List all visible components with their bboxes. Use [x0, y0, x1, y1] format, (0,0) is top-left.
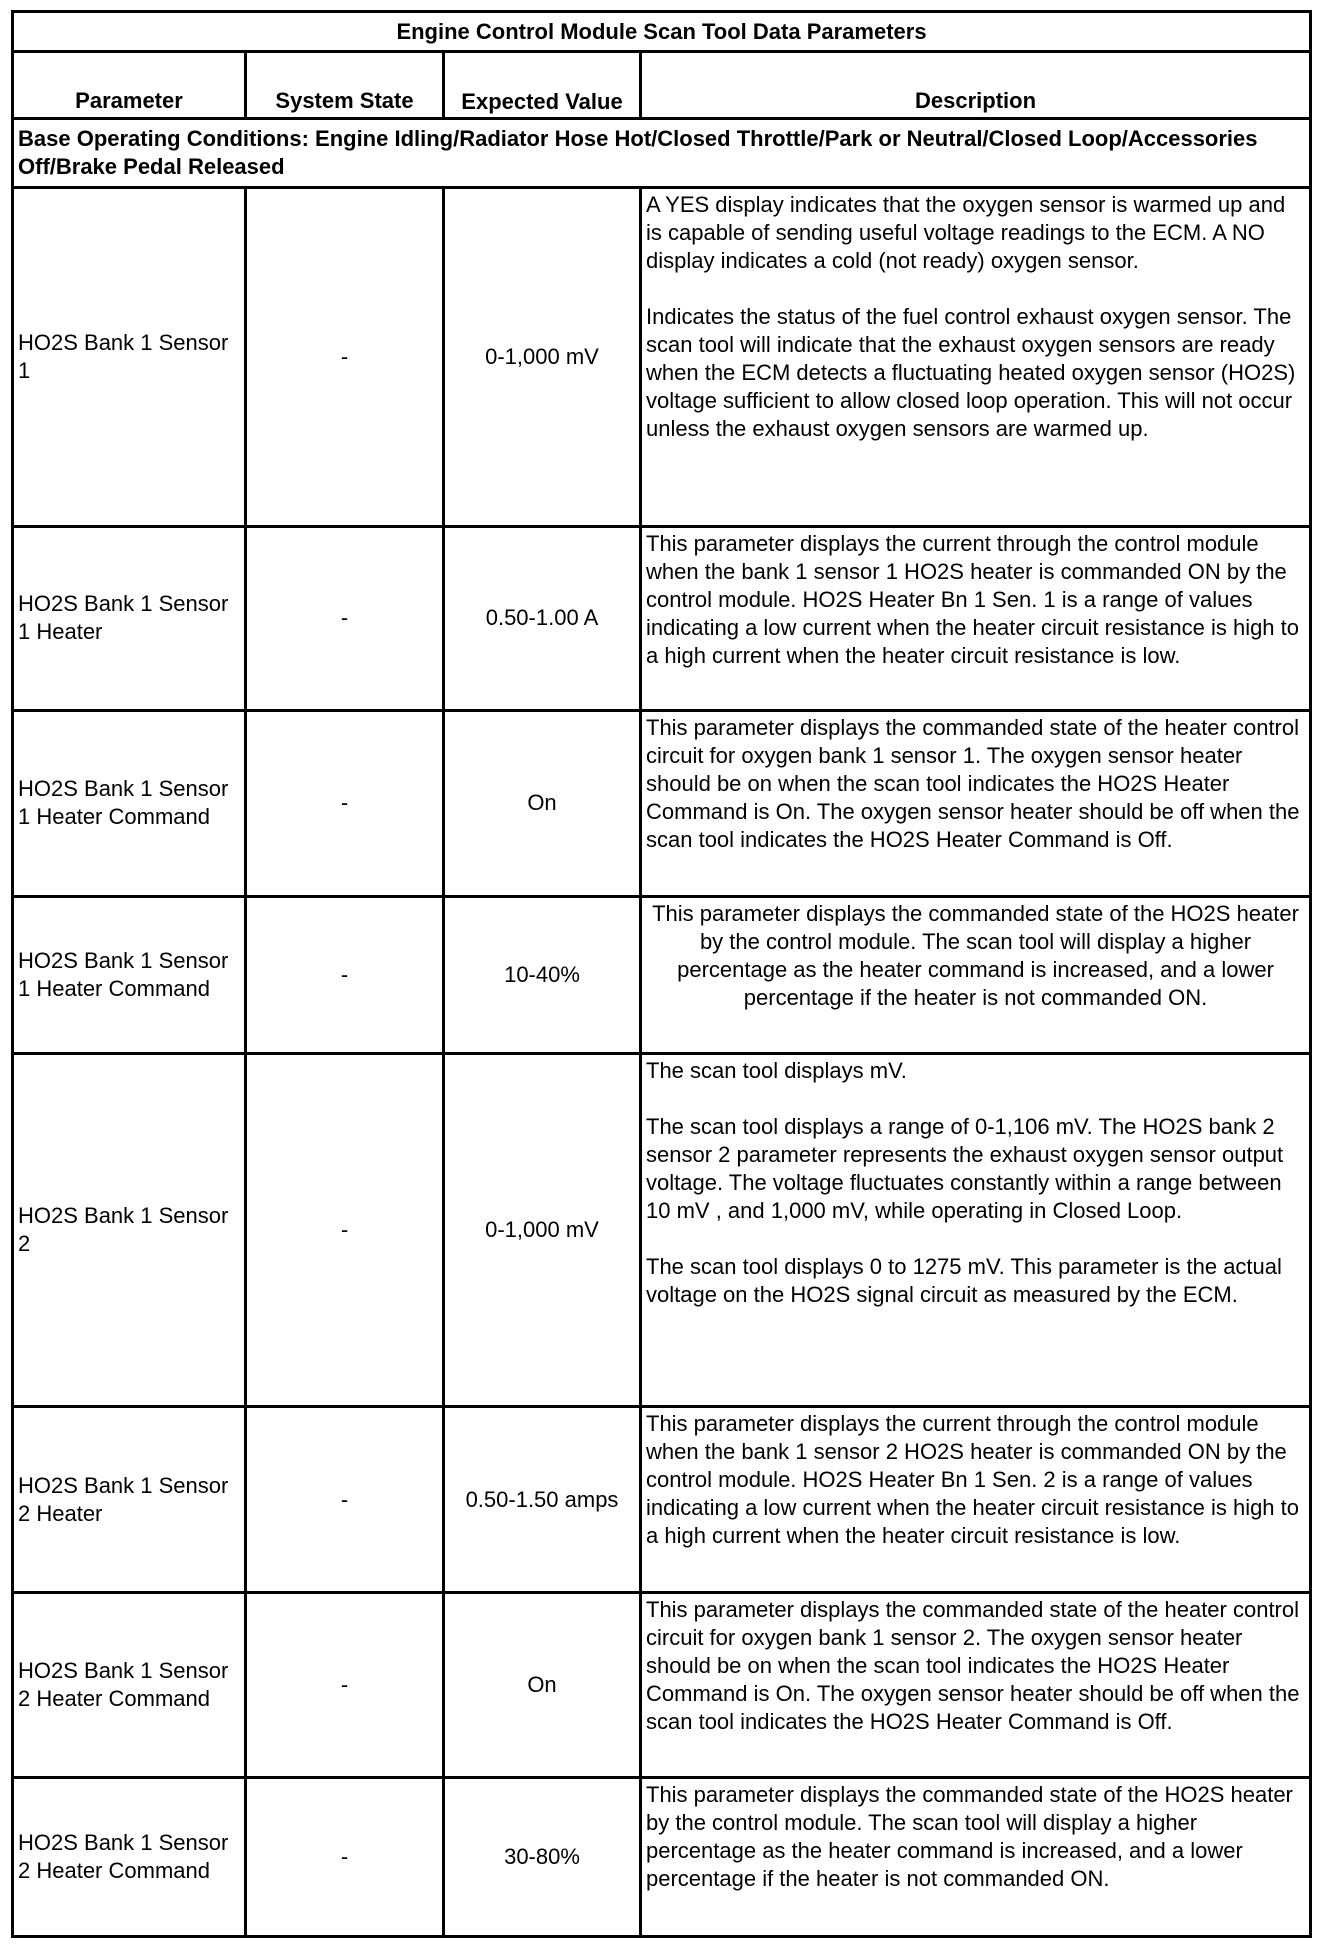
expected-value-cell: 0-1,000 mV	[444, 1054, 641, 1407]
system-state-cell: -	[246, 711, 444, 897]
table-row	[13, 1778, 1311, 1937]
parameter-cell: HO2S Bank 1 Sensor 1 Heater Command	[13, 711, 246, 897]
expected-value-cell: 0.50-1.00 A	[444, 526, 641, 711]
system-state-cell: -	[246, 896, 444, 1053]
table-row	[13, 187, 1311, 526]
description-paragraph: This parameter displays the current through the control module when the bank 1 sensor 2 HO2S heater is commanded ON by the control module. HO2S Heater Bn 1 Sen. 2 is a range of values indicating a low current when the heater circuit resistance is high to a high current when the heater circuit resistance is low.	[646, 1411, 1300, 1549]
system-state-cell: -	[246, 187, 444, 526]
expected-value-cell: 0-1,000 mV	[444, 187, 641, 526]
system-state-cell: -	[246, 1407, 444, 1593]
table-row	[13, 1407, 1311, 1593]
expected-value-cell: 0.50-1.50 amps	[444, 1407, 641, 1593]
parameter-cell: HO2S Bank 1 Sensor 1	[13, 187, 246, 526]
table-row	[13, 896, 1311, 1053]
header-expected-value: Expected Value	[444, 52, 641, 119]
parameter-cell: HO2S Bank 1 Sensor 2 Heater	[13, 1407, 246, 1593]
header-parameter: Parameter	[13, 52, 246, 119]
description-cell	[641, 1407, 1311, 1593]
parameter-cell: HO2S Bank 1 Sensor 2	[13, 1054, 246, 1407]
parameter-cell: HO2S Bank 1 Sensor 2 Heater Command	[13, 1592, 246, 1778]
description-paragraph: The scan tool displays 0 to 1275 mV. This parameter is the actual voltage on the HO2S signal circuit as measured by the ECM.	[646, 1254, 1282, 1308]
system-state-cell: -	[246, 1778, 444, 1937]
parameter-cell: HO2S Bank 1 Sensor 1 Heater	[13, 526, 246, 711]
description-cell	[641, 896, 1311, 1053]
description-cell	[641, 711, 1311, 897]
description-cell	[641, 187, 1311, 526]
description-paragraph: This parameter displays the current through the control module when the bank 1 sensor 1 HO2S heater is commanded ON by the control module. HO2S Heater Bn 1 Sen. 1 is a range of values indicating a low current when the heater circuit resistance is high to a high current when the heater circuit resistance is low.	[646, 530, 1300, 668]
expected-value-cell: On	[444, 711, 641, 897]
description-cell	[641, 1054, 1311, 1407]
table-row	[13, 711, 1311, 897]
expected-value-cell: 30-80%	[444, 1778, 641, 1937]
parameter-cell: HO2S Bank 1 Sensor 1 Heater Command	[13, 896, 246, 1053]
description-paragraph: This parameter displays the commanded state of the heater control circuit for oxygen bank 1 sensor 1. The oxygen sensor heater should be on when the scan tool indicates the HO2S Heater Command is On. The oxygen sensor heater should be off when the scan tool indicates the HO2S Heater Command is Off.	[646, 715, 1300, 853]
description-cell	[641, 1778, 1311, 1937]
description-paragraph: A YES display indicates that the oxygen sensor is warmed up and is capable of sending useful voltage readings to the ECM. A NO display indicates a cold (not ready) oxygen sensor.	[646, 191, 1286, 273]
table-title: Engine Control Module Scan Tool Data Parameters	[13, 12, 1311, 52]
parameter-cell: HO2S Bank 1 Sensor 2 Heater Command	[13, 1778, 246, 1937]
table-row	[13, 1054, 1311, 1407]
description-cell	[641, 526, 1311, 711]
description-paragraph: This parameter displays the commanded state of the HO2S heater by the control module. The scan tool will display a higher percentage as the heater command is increased, and a lower percentage if the heater is not commanded ON.	[646, 1782, 1293, 1892]
header-system-state: System State	[246, 52, 444, 119]
table-row	[13, 526, 1311, 711]
expected-value-cell: On	[444, 1592, 641, 1778]
table-row	[13, 1592, 1311, 1778]
description-paragraph: The scan tool displays a range of 0-1,106 mV. The HO2S bank 2 sensor 2 parameter represents the exhaust oxygen sensor output voltage. The voltage fluctuates constantly within a range between 10 mV , and 1,000 mV, while operating in Closed Loop.	[646, 1114, 1284, 1224]
system-state-cell: -	[246, 526, 444, 711]
description-paragraph: This parameter displays the commanded state of the HO2S heater by the control module. The scan tool will display a higher percentage as the heater command is increased, and a lower percentage if the heater is not commanded ON.	[652, 900, 1299, 1010]
description-paragraph: The scan tool displays mV.	[646, 1058, 907, 1084]
header-description: Description	[641, 52, 1311, 119]
base-operating-conditions: Base Operating Conditions: Engine Idling/Radiator Hose Hot/Closed Throttle/Park or Neutral/Closed Loop/Accessories Off/Brake Pedal Released	[13, 118, 1311, 187]
description-paragraph: Indicates the status of the fuel control exhaust oxygen sensor. The scan tool will indicate that the exhaust oxygen sensors are ready when the ECM detects a fluctuating heated oxygen sensor (HO2S) voltage sufficient to allow closed loop operation. This will not occur unless the exhaust oxygen sensors are warmed up.	[646, 303, 1296, 441]
system-state-cell: -	[246, 1054, 444, 1407]
system-state-cell: -	[246, 1592, 444, 1778]
description-paragraph: This parameter displays the commanded state of the heater control circuit for oxygen bank 1 sensor 2. The oxygen sensor heater should be on when the scan tool indicates the HO2S Heater Command is On. The oxygen sensor heater should be off when the scan tool indicates the HO2S Heater Command is Off.	[646, 1596, 1300, 1734]
scan-data-table	[11, 10, 1312, 1938]
description-cell	[641, 1592, 1311, 1778]
expected-value-cell: 10-40%	[444, 896, 641, 1053]
